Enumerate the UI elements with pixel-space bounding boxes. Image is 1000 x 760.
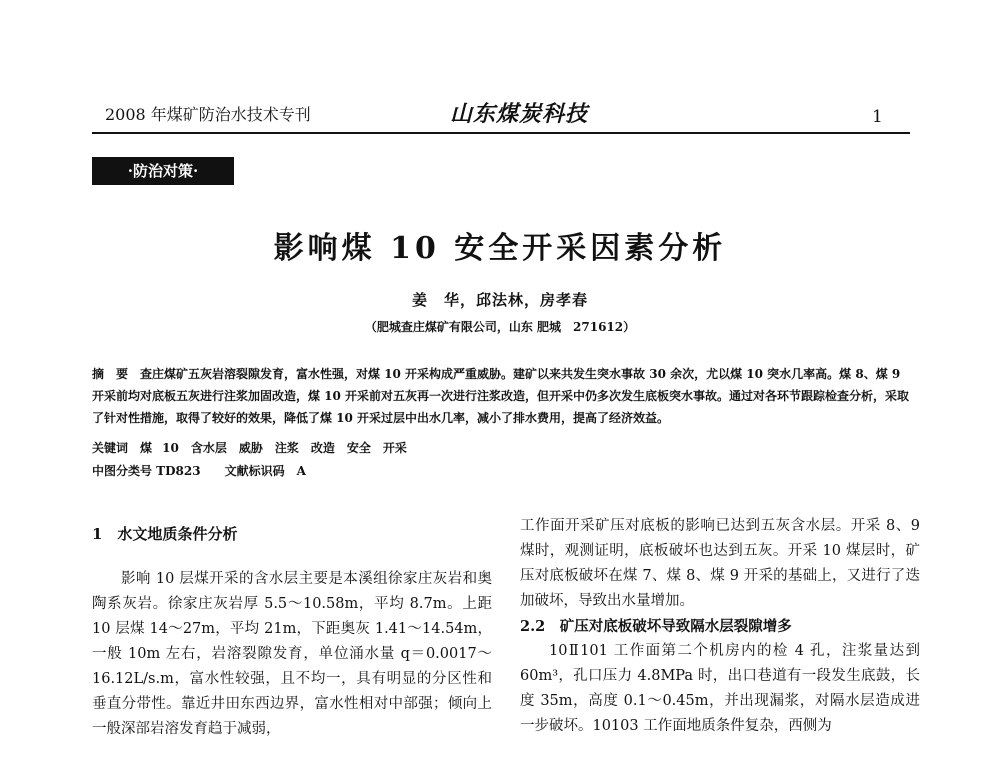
article-title: 影响煤 10 安全开采因素分析 [273, 231, 727, 266]
body-paragraph: 10Ⅱ101 工作面第二个机房内的检 4 孔，注浆量达到 60m³，孔口压力 4.8MPa 时，出口巷道有一段发生底鼓，长度 35m，高度 0.1～0.45m，并出现漏浆，对隔水层造成进一步破坏。10103 工作面地质条件复杂，西侧为 [520, 643, 920, 734]
header-rule [92, 132, 910, 134]
authors: 姜 华，邱法林，房孝春 [411, 291, 588, 309]
page-number: 1 [872, 107, 883, 127]
keywords: 关键词 煤 10 含水层 威胁 注浆 改造 安全 开采 [92, 441, 407, 455]
left-column [92, 522, 492, 742]
body-paragraph: 工作面开采矿压对底板的影响已达到五灰含水层。开采 8、9 煤时，观测证明，底板破坏也达到五灰。开采 10 煤层时，矿压对底板破坏在煤 7、煤 8、煤 9 开采的基础上，又进行了迭加破坏，导致出水量增加。 [520, 518, 920, 609]
abstract: 摘 要 查庄煤矿五灰岩溶裂隙发育，富水性强，对煤 10 开采构成严重威胁。建矿以来共发生突水事故 30 余次，尤以煤 10 突水几率高。煤 8、煤 9 开采前均对底板五灰进行注浆加固改造，煤 10 开采前对五灰再一次进行注浆改造，但开采中仍多次发生底板突水事故。通过对各环节跟踪检查分析，采取了针对性措施，取得了较好的效果，降低了煤 10 开采过层中出水几率，减小了排水费用，提高了经济效益。 [92, 367, 910, 425]
body-paragraph: 影响 10 层煤开采的含水层主要是本溪组徐家庄灰岩和奥陶系灰岩。徐家庄灰岩厚 5.5～10.58m，平均 8.7m。上距 10 层煤 14～27m，平均 21m，下距奥灰 1.41～14.54m，一般 10m 左右，岩溶裂隙发育，单位涌水量 q＝0.0017～16.12L/s.m，富水性较强，且不均一，具有明显的分区性和垂直分带性。靠近井田东西边界，富水性相对中部强；倾向上一般深部岩溶发育趋于减弱， [92, 571, 492, 737]
right-column [520, 514, 920, 739]
journal-logo: 山东煤炭科技 [450, 101, 589, 127]
classification: 中图分类号 TD823 文献标识码 A [92, 464, 306, 478]
journal-name: 2008 年煤矿防治水技术专刊 [105, 105, 311, 124]
affiliation: （肥城查庄煤矿有限公司，山东 肥城 271612） [364, 320, 636, 334]
section-heading: 1 水文地质条件分析 [92, 525, 238, 543]
subsection-heading: 2.2 矿压对底板破坏导致隔水层裂隙增多 [520, 618, 792, 635]
section-tag: ·防治对策· [92, 157, 234, 185]
